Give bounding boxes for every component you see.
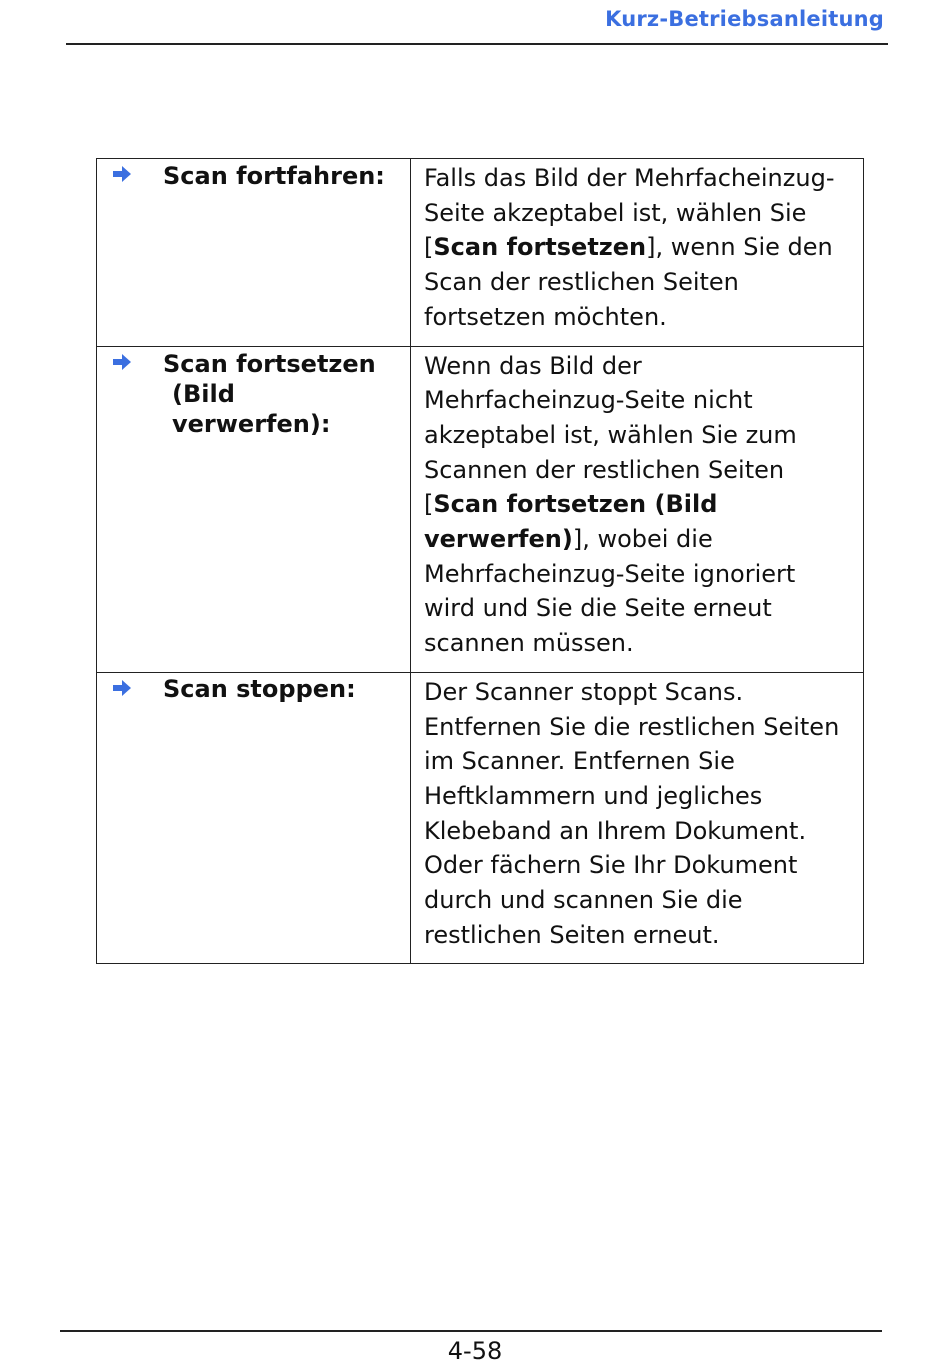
table-row (97, 672, 864, 964)
description-text: Der Scanner stoppt Scans. Entfernen Sie die restlichen Seiten im Scanner. Entfernen Sie Heftklammern und jegliches Klebeband an Ihrem Dokument. Oder fächern Sie Ihr Dokument durch und scannen Sie die restlichen Seiten erneut. (424, 677, 840, 949)
arrow-right-icon (111, 351, 133, 373)
table-row (97, 346, 864, 672)
option-label-cell (97, 672, 411, 964)
option-description (411, 159, 864, 347)
document-title: Kurz-Betriebsanleitung (605, 7, 884, 31)
option-label-continuation: verwerfen): (172, 409, 331, 438)
option-label: Scan fortfahren: (163, 162, 385, 190)
table-row (97, 159, 864, 347)
option-description (411, 346, 864, 672)
description-bold-term: Scan fortsetzen (Bild verwerfen) (424, 490, 718, 554)
description-text: Falls das Bild der Mehrfacheinzug-Seite akzeptabel ist, wählen Sie [ (424, 164, 835, 262)
arrow-right-icon (111, 677, 133, 699)
page-number: 4-58 (447, 1337, 503, 1365)
option-label: Scan fortsetzen (163, 349, 376, 378)
arrow-right-icon (111, 163, 133, 185)
header-divider (66, 43, 888, 45)
description-text: Wenn das Bild der Mehrfacheinzug-Seite nicht akzeptabel ist, wählen Sie zum Scannen der restlichen Seiten [ (424, 351, 797, 519)
option-label-cell (97, 346, 411, 672)
option-description (411, 672, 864, 964)
description-text: ], wobei die Mehrfacheinzug-Seite ignoriert wird und Sie die Seite erneut scannen müssen. (424, 525, 796, 658)
description-bold-term: Scan fortsetzen (433, 233, 647, 262)
description-text: ], wenn Sie den Scan der restlichen Seiten fortsetzen möchten. (424, 233, 833, 331)
options-table (96, 158, 864, 964)
option-label: Scan stoppen: (163, 674, 356, 703)
option-label-cell (97, 159, 411, 347)
footer-divider (60, 1330, 882, 1332)
option-label-continuation: (Bild (172, 379, 235, 408)
